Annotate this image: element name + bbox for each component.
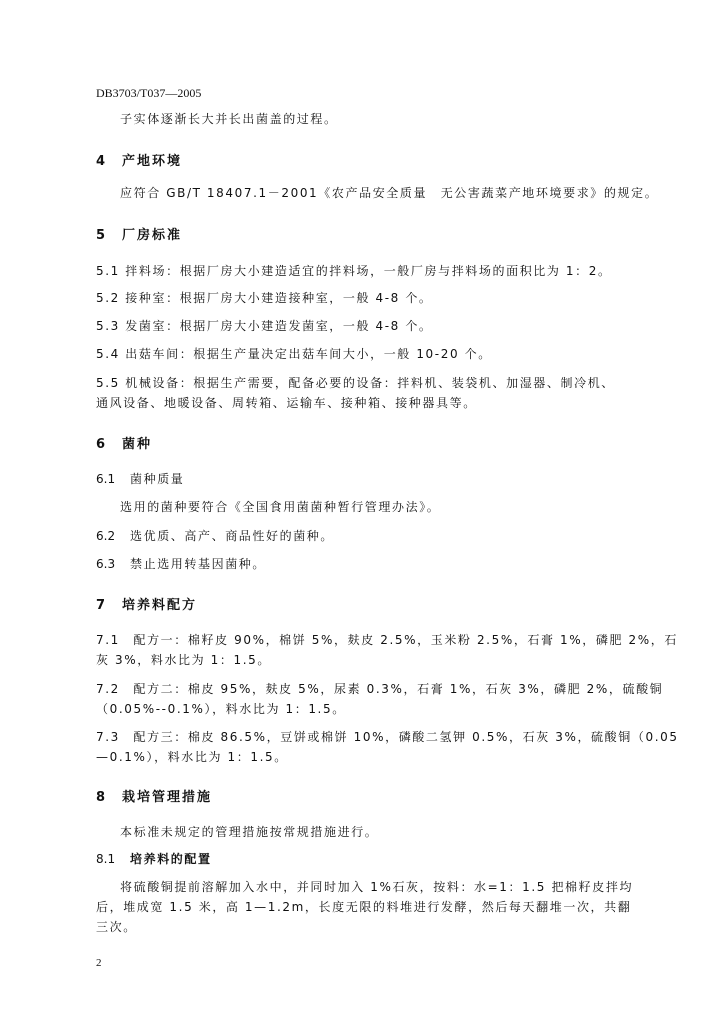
section-number: 7 — [96, 598, 106, 613]
section-title: 培养料配方 — [122, 598, 198, 613]
clause-6-2 — [96, 528, 334, 544]
subsection-title: 菌种质量 — [130, 472, 185, 486]
clause-5-1: 5.1 拌料场：根据厂房大小建造适宜的拌料场，一般厂房与拌料场的面积比为 1：2。 — [96, 264, 612, 278]
section-8-paragraph: 本标准未规定的管理措施按常规措施进行。 — [120, 825, 379, 839]
subsection-6-1-heading — [96, 471, 184, 487]
clause-5-4: 5.4 出菇车间：根据生产量决定出菇车间大小，一般 10-20 个。 — [96, 347, 492, 361]
subsection-6-1-paragraph: 选用的菌种要符合《全国食用菌菌种暂行管理办法》。 — [120, 500, 441, 514]
subsection-title: 培养料的配置 — [130, 852, 212, 866]
clause-number: 6.2 — [96, 529, 116, 543]
clause-7-1-line-2: 灰 3%，料水比为 1：1.5。 — [96, 653, 271, 667]
section-title: 栽培管理措施 — [122, 790, 213, 805]
clause-7-2-line-1: 7.2 配方二：棉皮 95%，麸皮 5%，尿素 0.3%，石膏 1%，石灰 3%，磷肥 2%，硫酸铜 — [96, 682, 664, 696]
section-number: 8 — [96, 790, 106, 805]
clause-5-5-line-2: 通风设备、地暖设备、周转箱、运输车、接种箱、接种器具等。 — [96, 396, 477, 410]
clause-6-3 — [96, 556, 266, 572]
section-8-heading — [96, 786, 212, 805]
clause-text: 选优质、高产、商品性好的菌种。 — [130, 529, 335, 543]
section-7-heading — [96, 594, 197, 613]
section-number: 5 — [96, 228, 106, 243]
clause-text: 禁止选用转基因菌种。 — [130, 557, 267, 571]
clause-7-1-line-1: 7.1 配方一：棉籽皮 90%，棉饼 5%，麸皮 2.5%，玉米粉 2.5%，石膏 1%，磷肥 2%，石 — [96, 633, 678, 647]
section-4-heading — [96, 150, 182, 169]
section-number: 6 — [96, 437, 106, 452]
section-title: 产地环境 — [122, 154, 183, 169]
subsection-8-1-line-2: 后，堆成宽 1.5 米，高 1—1.2m，长度无限的料堆进行发酵，然后每天翻堆一次，共翻 — [96, 900, 632, 914]
subsection-8-1-line-1: 将硫酸铜提前溶解加入水中，并同时加入 1%石灰，按料：水=1：1.5 把棉籽皮拌均 — [120, 880, 634, 894]
clause-7-3-line-1: 7.3 配方三：棉皮 86.5%，豆饼或棉饼 10%，磷酸二氢钾 0.5%，石灰 3%，硫酸铜（0.05 — [96, 730, 679, 744]
subsection-number: 8.1 — [96, 852, 116, 866]
page-number: 2 — [96, 957, 102, 969]
section-5-heading — [96, 224, 182, 243]
clause-5-3: 5.3 发菌室：根据厂房大小建造发菌室，一般 4-8 个。 — [96, 319, 433, 333]
section-title: 菌种 — [122, 437, 153, 452]
section-6-heading — [96, 433, 152, 452]
section-4-paragraph: 应符合 GB/T 18407.1－2001《农产品安全质量 无公害蔬菜产地环境要求》的规定。 — [120, 186, 659, 200]
document-code-header: DB3703/T037—2005 — [96, 86, 202, 100]
clause-7-3-line-2: —0.1%），料水比为 1：1.5。 — [96, 750, 288, 764]
subsection-8-1-line-3: 三次。 — [96, 920, 137, 934]
paragraph-intro: 子实体逐渐长大并长出菌盖的过程。 — [120, 112, 338, 126]
subsection-8-1-heading — [96, 851, 212, 867]
clause-number: 6.3 — [96, 557, 116, 571]
section-title: 厂房标准 — [122, 228, 183, 243]
clause-5-2: 5.2 接种室：根据厂房大小建造接种室，一般 4-8 个。 — [96, 291, 433, 305]
section-number: 4 — [96, 154, 106, 169]
subsection-number: 6.1 — [96, 472, 116, 486]
clause-7-2-line-2: （0.05%--0.1%），料水比为 1：1.5。 — [96, 702, 346, 716]
clause-5-5-line-1: 5.5 机械设备：根据生产需要，配备必要的设备：拌料机、装袋机、加湿器、制冷机、 — [96, 376, 615, 390]
